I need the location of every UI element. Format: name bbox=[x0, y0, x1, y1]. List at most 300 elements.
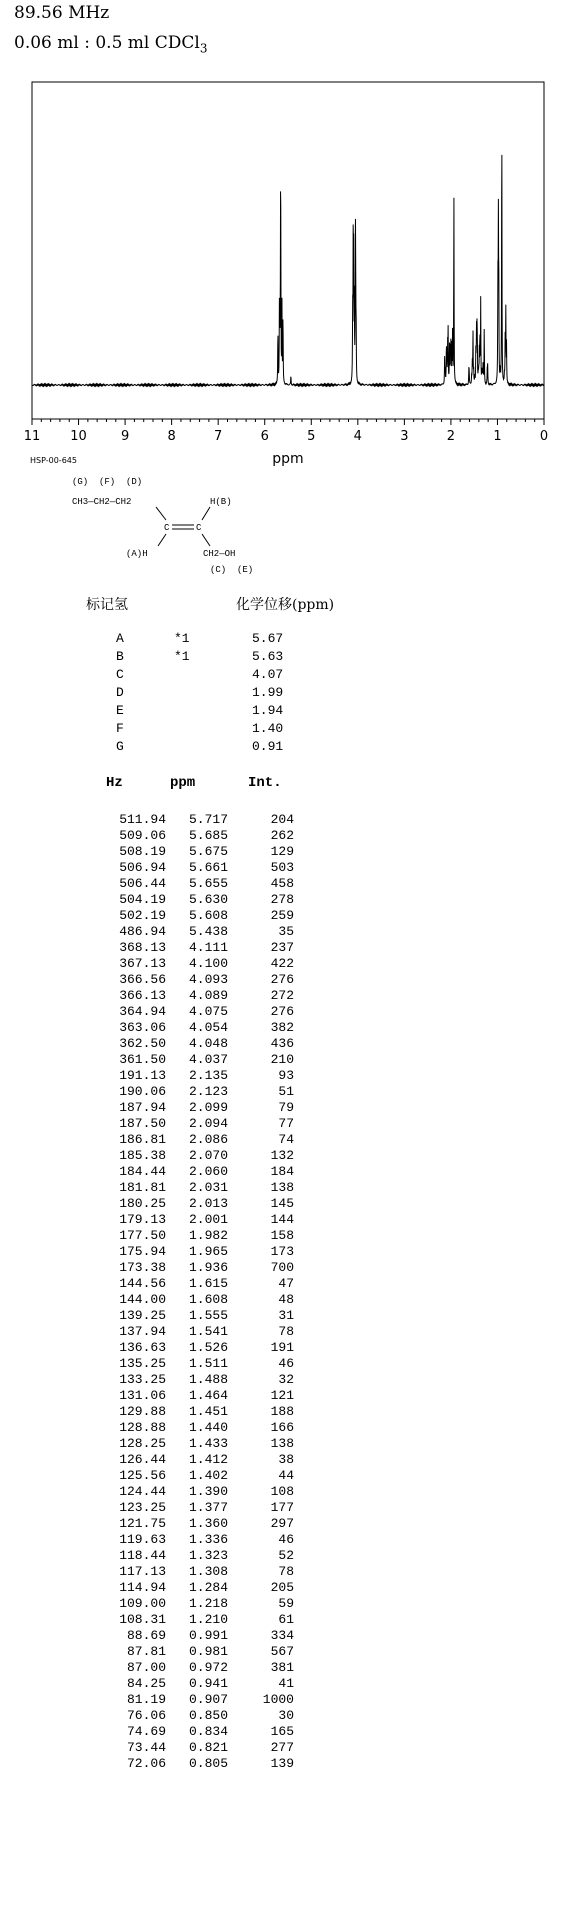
peak-int: 237 bbox=[270, 940, 294, 955]
peak-hz: 511.94 bbox=[119, 812, 166, 827]
peak-row bbox=[0, 1116, 570, 1132]
peak-ppm: 0.907 bbox=[188, 1692, 228, 1707]
peak-ppm: 1.402 bbox=[188, 1468, 228, 1483]
peak-ppm: 0.991 bbox=[188, 1628, 228, 1643]
peak-row bbox=[0, 972, 570, 988]
structure-labels-bottom: (C) (E) bbox=[210, 565, 254, 575]
peak-ppm: 1.936 bbox=[188, 1260, 228, 1275]
assignment-shift: 0.91 bbox=[252, 739, 284, 754]
assignment-note: *1 bbox=[174, 649, 190, 664]
peak-hz: 139.25 bbox=[119, 1308, 166, 1323]
peak-ppm: 1.541 bbox=[188, 1324, 228, 1339]
peak-ppm: 1.336 bbox=[188, 1532, 228, 1547]
peak-row bbox=[0, 924, 570, 940]
peak-hz: 133.25 bbox=[119, 1372, 166, 1387]
peak-row bbox=[0, 1308, 570, 1324]
peak-hz: 364.94 bbox=[119, 1004, 166, 1019]
peak-int: 382 bbox=[270, 1020, 294, 1035]
assignment-row bbox=[0, 648, 570, 666]
peak-int: 78 bbox=[278, 1324, 294, 1339]
peak-int: 59 bbox=[278, 1596, 294, 1611]
peak-hz: 190.06 bbox=[119, 1084, 166, 1099]
peak-hz: 367.13 bbox=[119, 956, 166, 971]
peak-row bbox=[0, 1404, 570, 1420]
peak-int: 93 bbox=[278, 1068, 294, 1083]
peak-hz: 508.19 bbox=[119, 844, 166, 859]
assignment-label: A bbox=[116, 631, 124, 646]
peak-int: 1000 bbox=[262, 1692, 294, 1707]
spectrum-code: HSP-00-645 bbox=[30, 456, 77, 465]
peak-ppm: 4.111 bbox=[188, 940, 228, 955]
peak-ppm: 1.377 bbox=[188, 1500, 228, 1515]
peak-row bbox=[0, 1292, 570, 1308]
peak-ppm: 0.821 bbox=[188, 1740, 228, 1755]
plot-frame bbox=[32, 82, 544, 419]
peak-row bbox=[0, 1644, 570, 1660]
peak-int: 51 bbox=[278, 1084, 294, 1099]
peak-row bbox=[0, 1180, 570, 1196]
peak-hz: 123.25 bbox=[119, 1500, 166, 1515]
peak-ppm: 1.511 bbox=[188, 1356, 228, 1371]
x-tick-label: 4 bbox=[353, 429, 362, 444]
peak-int: 436 bbox=[270, 1036, 294, 1051]
assignment-shift: 5.67 bbox=[252, 631, 284, 646]
bond-line bbox=[202, 534, 210, 546]
peak-int: 184 bbox=[270, 1164, 294, 1179]
peak-int: 139 bbox=[270, 1756, 294, 1771]
peak-row bbox=[0, 1548, 570, 1564]
peak-hz: 114.94 bbox=[119, 1580, 166, 1595]
peak-header-int: Int. bbox=[248, 775, 282, 791]
peak-int: 276 bbox=[270, 1004, 294, 1019]
peak-ppm: 5.675 bbox=[188, 844, 228, 859]
peak-int: 158 bbox=[270, 1228, 294, 1243]
peak-ppm: 4.093 bbox=[188, 972, 228, 987]
x-axis-label: ppm bbox=[272, 451, 304, 467]
structure-ha: (A)H bbox=[126, 549, 148, 559]
peak-int: 165 bbox=[270, 1724, 294, 1739]
peak-hz: 121.75 bbox=[119, 1516, 166, 1531]
peak-ppm: 1.412 bbox=[188, 1452, 228, 1467]
peak-row bbox=[0, 1212, 570, 1228]
peak-row bbox=[0, 1596, 570, 1612]
peak-ppm: 4.075 bbox=[188, 1004, 228, 1019]
peak-ppm: 1.526 bbox=[188, 1340, 228, 1355]
peak-int: 32 bbox=[278, 1372, 294, 1387]
sample-subscript: 3 bbox=[199, 41, 208, 56]
peak-hz: 366.13 bbox=[119, 988, 166, 1003]
peak-row bbox=[0, 828, 570, 844]
peak-row bbox=[0, 1436, 570, 1452]
assignment-row bbox=[0, 720, 570, 738]
x-tick-label: 5 bbox=[307, 429, 316, 444]
peak-hz: 144.56 bbox=[119, 1276, 166, 1291]
peak-row bbox=[0, 1484, 570, 1500]
peak-row bbox=[0, 1468, 570, 1484]
peak-row bbox=[0, 1420, 570, 1436]
peak-hz: 84.25 bbox=[126, 1676, 166, 1691]
peak-row bbox=[0, 1500, 570, 1516]
peak-row bbox=[0, 1084, 570, 1100]
assignment-row bbox=[0, 702, 570, 720]
peak-hz: 184.44 bbox=[119, 1164, 166, 1179]
peak-row bbox=[0, 1516, 570, 1532]
assignment-row bbox=[0, 684, 570, 702]
peak-int: 567 bbox=[270, 1644, 294, 1659]
peak-row bbox=[0, 1388, 570, 1404]
assignment-row bbox=[0, 630, 570, 648]
peak-int: 35 bbox=[278, 924, 294, 939]
peak-hz: 124.44 bbox=[119, 1484, 166, 1499]
peak-int: 166 bbox=[270, 1420, 294, 1435]
peak-int: 422 bbox=[270, 956, 294, 971]
peak-ppm: 4.100 bbox=[188, 956, 228, 971]
peak-ppm: 5.608 bbox=[188, 908, 228, 923]
peak-int: 79 bbox=[278, 1100, 294, 1115]
bond-line bbox=[156, 507, 166, 520]
peak-hz: 76.06 bbox=[126, 1708, 166, 1723]
structure-ch2oh: CH2—OH bbox=[203, 549, 236, 559]
spectrometer-frequency: 89.56 MHz bbox=[14, 3, 110, 23]
peak-ppm: 4.089 bbox=[188, 988, 228, 1003]
peak-hz: 119.63 bbox=[119, 1532, 166, 1547]
peak-int: 132 bbox=[270, 1148, 294, 1163]
sample-text: 0.06 ml : 0.5 ml CDCl bbox=[14, 33, 200, 53]
peak-row bbox=[0, 1228, 570, 1244]
peak-ppm: 1.323 bbox=[188, 1548, 228, 1563]
peak-row bbox=[0, 1660, 570, 1676]
x-tick-label: 0 bbox=[539, 429, 549, 444]
peak-hz: 191.13 bbox=[119, 1068, 166, 1083]
peak-int: 121 bbox=[270, 1388, 294, 1403]
assignment-note: *1 bbox=[174, 631, 190, 646]
peak-hz: 177.50 bbox=[119, 1228, 166, 1243]
peak-ppm: 2.031 bbox=[188, 1180, 228, 1195]
peak-ppm: 1.308 bbox=[188, 1564, 228, 1579]
peak-row bbox=[0, 1276, 570, 1292]
peak-hz: 72.06 bbox=[126, 1756, 166, 1771]
peak-ppm: 1.451 bbox=[188, 1404, 228, 1419]
x-tick-label: 8 bbox=[167, 429, 176, 444]
peak-int: 30 bbox=[278, 1708, 294, 1723]
spectrum-trace bbox=[32, 155, 544, 386]
peak-row bbox=[0, 956, 570, 972]
peak-row bbox=[0, 1100, 570, 1116]
peak-hz: 179.13 bbox=[119, 1212, 166, 1227]
peak-row bbox=[0, 1724, 570, 1740]
peak-ppm: 0.850 bbox=[188, 1708, 228, 1723]
peak-ppm: 2.086 bbox=[188, 1132, 228, 1147]
peak-hz: 175.94 bbox=[119, 1244, 166, 1259]
peak-ppm: 5.685 bbox=[188, 828, 228, 843]
peak-int: 700 bbox=[270, 1260, 294, 1275]
peak-hz: 137.94 bbox=[119, 1324, 166, 1339]
peak-ppm: 1.965 bbox=[188, 1244, 228, 1259]
peak-hz: 73.44 bbox=[126, 1740, 166, 1755]
peak-hz: 362.50 bbox=[119, 1036, 166, 1051]
peak-ppm: 4.037 bbox=[188, 1052, 228, 1067]
peak-int: 210 bbox=[270, 1052, 294, 1067]
assignment-label: F bbox=[116, 721, 124, 736]
peak-row bbox=[0, 812, 570, 828]
peak-int: 44 bbox=[278, 1468, 294, 1483]
peak-hz: 361.50 bbox=[119, 1052, 166, 1067]
peak-int: 173 bbox=[270, 1244, 294, 1259]
peak-int: 48 bbox=[278, 1292, 294, 1307]
peak-row bbox=[0, 1020, 570, 1036]
peak-ppm: 1.284 bbox=[188, 1580, 228, 1595]
peak-ppm: 2.013 bbox=[188, 1196, 228, 1211]
x-tick-label: 3 bbox=[400, 429, 409, 444]
assignment-row bbox=[0, 666, 570, 684]
peak-row bbox=[0, 1052, 570, 1068]
peak-row bbox=[0, 988, 570, 1004]
peak-ppm: 1.615 bbox=[188, 1276, 228, 1291]
peak-hz: 486.94 bbox=[119, 924, 166, 939]
nmr-spectrum-chart bbox=[0, 0, 570, 470]
assignment-shift: 1.99 bbox=[252, 685, 284, 700]
peak-int: 61 bbox=[278, 1612, 294, 1627]
x-tick-label: 7 bbox=[214, 429, 223, 444]
peak-ppm: 1.488 bbox=[188, 1372, 228, 1387]
peak-hz: 109.00 bbox=[119, 1596, 166, 1611]
peak-ppm: 1.982 bbox=[188, 1228, 228, 1243]
peak-hz: 136.63 bbox=[119, 1340, 166, 1355]
peak-int: 272 bbox=[270, 988, 294, 1003]
x-tick-label: 9 bbox=[120, 429, 130, 444]
peak-row bbox=[0, 1260, 570, 1276]
peak-hz: 366.56 bbox=[119, 972, 166, 987]
peak-hz: 128.88 bbox=[119, 1420, 166, 1435]
peak-int: 78 bbox=[278, 1564, 294, 1579]
peak-ppm: 1.390 bbox=[188, 1484, 228, 1499]
peak-ppm: 2.135 bbox=[188, 1068, 228, 1083]
peak-ppm: 2.099 bbox=[188, 1100, 228, 1115]
peak-row bbox=[0, 1036, 570, 1052]
assignment-header-shift: 化学位移(ppm) bbox=[236, 597, 335, 613]
x-tick-label: 6 bbox=[260, 429, 269, 444]
peak-row bbox=[0, 1708, 570, 1724]
assignment-label: C bbox=[116, 667, 124, 682]
peak-hz: 185.38 bbox=[119, 1148, 166, 1163]
peak-row bbox=[0, 1196, 570, 1212]
peak-row bbox=[0, 1324, 570, 1340]
peak-ppm: 2.070 bbox=[188, 1148, 228, 1163]
peak-int: 52 bbox=[278, 1548, 294, 1563]
peak-int: 204 bbox=[270, 812, 294, 827]
peak-hz: 181.81 bbox=[119, 1180, 166, 1195]
peak-row bbox=[0, 1564, 570, 1580]
assignment-header-label: 标记氢 bbox=[86, 597, 128, 613]
peak-hz: 117.13 bbox=[119, 1564, 166, 1579]
peak-ppm: 5.655 bbox=[188, 876, 228, 891]
assignment-shift: 1.94 bbox=[252, 703, 284, 718]
structure-carbon-1: C bbox=[164, 523, 170, 533]
peak-row bbox=[0, 1756, 570, 1772]
bond-line bbox=[202, 507, 210, 520]
peak-row bbox=[0, 1164, 570, 1180]
peak-ppm: 4.054 bbox=[188, 1020, 228, 1035]
peak-hz: 144.00 bbox=[119, 1292, 166, 1307]
peak-hz: 87.81 bbox=[126, 1644, 166, 1659]
peak-int: 503 bbox=[270, 860, 294, 875]
peak-ppm: 1.555 bbox=[188, 1308, 228, 1323]
peak-ppm: 5.438 bbox=[188, 924, 228, 939]
x-tick-label: 10 bbox=[70, 429, 87, 444]
structure-carbon-2: C bbox=[196, 523, 202, 533]
peak-hz: 368.13 bbox=[119, 940, 166, 955]
peak-hz: 88.69 bbox=[126, 1628, 166, 1643]
peak-ppm: 2.001 bbox=[188, 1212, 228, 1227]
peak-hz: 180.25 bbox=[119, 1196, 166, 1211]
peak-header-ppm: ppm bbox=[170, 775, 196, 791]
peak-ppm: 5.661 bbox=[188, 860, 228, 875]
peak-hz: 502.19 bbox=[119, 908, 166, 923]
peak-int: 38 bbox=[278, 1452, 294, 1467]
x-tick-label: 1 bbox=[493, 429, 502, 444]
assignment-shift: 4.07 bbox=[252, 667, 284, 682]
structure-hb: H(B) bbox=[210, 497, 232, 507]
peak-ppm: 1.608 bbox=[188, 1292, 228, 1307]
x-tick-label: 11 bbox=[23, 429, 41, 444]
peak-int: 259 bbox=[270, 908, 294, 923]
peak-hz: 129.88 bbox=[119, 1404, 166, 1419]
peak-row bbox=[0, 940, 570, 956]
peak-hz: 187.94 bbox=[119, 1100, 166, 1115]
peak-row bbox=[0, 1068, 570, 1084]
peak-int: 138 bbox=[270, 1180, 294, 1195]
peak-ppm: 0.805 bbox=[188, 1756, 228, 1771]
assignment-shift: 1.40 bbox=[252, 721, 284, 736]
peak-int: 145 bbox=[270, 1196, 294, 1211]
peak-ppm: 5.717 bbox=[188, 812, 228, 827]
peak-int: 47 bbox=[278, 1276, 294, 1291]
peak-int: 297 bbox=[270, 1516, 294, 1531]
peak-row bbox=[0, 908, 570, 924]
peak-row bbox=[0, 1148, 570, 1164]
chemical-structure bbox=[60, 474, 280, 586]
peak-ppm: 1.433 bbox=[188, 1436, 228, 1451]
peak-hz: 506.94 bbox=[119, 860, 166, 875]
structure-labels-top: (G) (F) (D) bbox=[72, 477, 143, 487]
peak-hz: 135.25 bbox=[119, 1356, 166, 1371]
peak-int: 262 bbox=[270, 828, 294, 843]
peak-int: 129 bbox=[270, 844, 294, 859]
peak-hz: 128.25 bbox=[119, 1436, 166, 1451]
peak-row bbox=[0, 1132, 570, 1148]
assignment-label: B bbox=[116, 649, 124, 664]
peak-int: 278 bbox=[270, 892, 294, 907]
peak-hz: 173.38 bbox=[119, 1260, 166, 1275]
peak-int: 205 bbox=[270, 1580, 294, 1595]
bond-line bbox=[158, 534, 166, 546]
peak-int: 277 bbox=[270, 1740, 294, 1755]
peak-ppm: 2.123 bbox=[188, 1084, 228, 1099]
assignment-label: D bbox=[116, 685, 124, 700]
peak-row bbox=[0, 892, 570, 908]
structure-chain: CH3—CH2—CH2 bbox=[72, 497, 132, 507]
peak-int: 108 bbox=[270, 1484, 294, 1499]
peak-hz: 186.81 bbox=[119, 1132, 166, 1147]
peak-int: 334 bbox=[270, 1628, 294, 1643]
peak-hz: 125.56 bbox=[119, 1468, 166, 1483]
peak-ppm: 1.360 bbox=[188, 1516, 228, 1531]
peak-int: 276 bbox=[270, 972, 294, 987]
peak-hz: 108.31 bbox=[119, 1612, 166, 1627]
peak-ppm: 2.060 bbox=[188, 1164, 228, 1179]
peak-ppm: 1.210 bbox=[188, 1612, 228, 1627]
peak-row bbox=[0, 844, 570, 860]
x-tick-label: 2 bbox=[446, 429, 456, 444]
peak-hz: 118.44 bbox=[119, 1548, 166, 1563]
assignment-row bbox=[0, 738, 570, 756]
assignment-label: G bbox=[116, 739, 124, 754]
peak-int: 191 bbox=[270, 1340, 294, 1355]
peak-row bbox=[0, 1740, 570, 1756]
peak-ppm: 0.834 bbox=[188, 1724, 228, 1739]
peak-row bbox=[0, 1612, 570, 1628]
peak-int: 177 bbox=[270, 1500, 294, 1515]
peak-ppm: 1.440 bbox=[188, 1420, 228, 1435]
peak-ppm: 0.972 bbox=[188, 1660, 228, 1675]
peak-row bbox=[0, 1452, 570, 1468]
peak-row bbox=[0, 860, 570, 876]
peak-row bbox=[0, 1532, 570, 1548]
peak-row bbox=[0, 876, 570, 892]
peak-ppm: 0.981 bbox=[188, 1644, 228, 1659]
peak-hz: 187.50 bbox=[119, 1116, 166, 1131]
assignment-shift: 5.63 bbox=[252, 649, 284, 664]
peak-int: 77 bbox=[278, 1116, 294, 1131]
peak-hz: 74.69 bbox=[126, 1724, 166, 1739]
peak-row bbox=[0, 1244, 570, 1260]
peak-hz: 363.06 bbox=[119, 1020, 166, 1035]
peak-hz: 81.19 bbox=[126, 1692, 166, 1707]
x-ticks bbox=[24, 419, 548, 444]
peak-row bbox=[0, 1372, 570, 1388]
peak-row bbox=[0, 1628, 570, 1644]
peak-ppm: 1.218 bbox=[188, 1596, 228, 1611]
peak-int: 138 bbox=[270, 1436, 294, 1451]
peak-hz: 509.06 bbox=[119, 828, 166, 843]
peak-int: 381 bbox=[270, 1660, 294, 1675]
peak-hz: 131.06 bbox=[119, 1388, 166, 1403]
peak-row bbox=[0, 1692, 570, 1708]
peak-int: 188 bbox=[270, 1404, 294, 1419]
assignment-label: E bbox=[116, 703, 124, 718]
peak-ppm: 2.094 bbox=[188, 1116, 228, 1131]
peak-int: 41 bbox=[278, 1676, 294, 1691]
peak-hz: 504.19 bbox=[119, 892, 166, 907]
peak-int: 74 bbox=[278, 1132, 294, 1147]
peak-hz: 87.00 bbox=[126, 1660, 166, 1675]
peak-int: 46 bbox=[278, 1532, 294, 1547]
peak-ppm: 4.048 bbox=[188, 1036, 228, 1051]
peak-int: 144 bbox=[270, 1212, 294, 1227]
peak-ppm: 1.464 bbox=[188, 1388, 228, 1403]
peak-header-hz: Hz bbox=[106, 775, 123, 791]
peak-int: 46 bbox=[278, 1356, 294, 1371]
peak-row bbox=[0, 1340, 570, 1356]
peak-row bbox=[0, 1004, 570, 1020]
peak-row bbox=[0, 1356, 570, 1372]
peak-row bbox=[0, 1676, 570, 1692]
peak-ppm: 5.630 bbox=[188, 892, 228, 907]
peak-row bbox=[0, 1580, 570, 1596]
peak-int: 31 bbox=[278, 1308, 294, 1323]
peak-ppm: 0.941 bbox=[188, 1676, 228, 1691]
peak-hz: 506.44 bbox=[119, 876, 166, 891]
